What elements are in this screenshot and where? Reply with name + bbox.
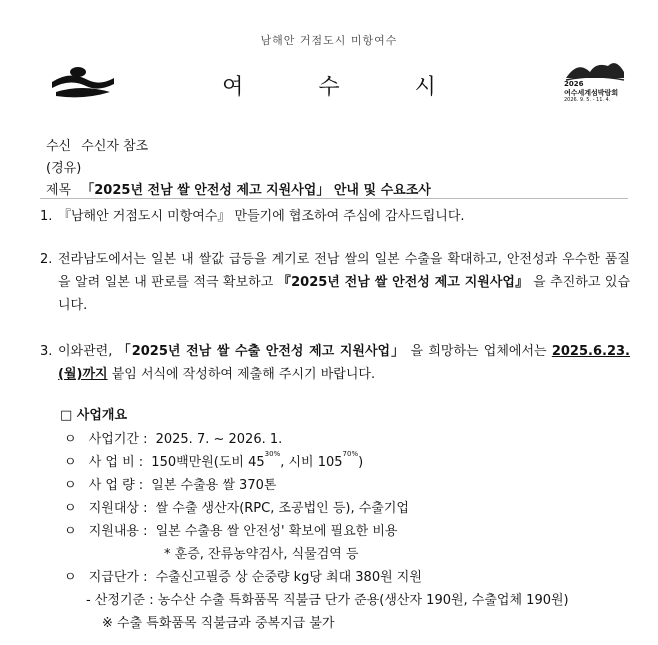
expo-name: 여수세계섬박람회 xyxy=(564,89,619,97)
item-label: 사업기간 : xyxy=(88,432,148,447)
paragraph-3-text xyxy=(58,340,630,386)
overview-item-period xyxy=(64,428,282,447)
bullet: ㅇ xyxy=(64,524,77,539)
city-share: 70% xyxy=(342,450,359,458)
paragraph-3 xyxy=(40,340,630,386)
org-char-2: 수 xyxy=(318,75,340,100)
subject-value: 「2025년 전남 쌀 안전성 제고 지원사업」 안내 및 수요조사 xyxy=(81,183,431,198)
item-value-b: , 시비 105 xyxy=(280,455,343,470)
expo-island-icon xyxy=(560,56,630,82)
item-value: 수출신고필증 상 순중량 kg당 최대 380원 지원 xyxy=(155,570,422,585)
expo-logo xyxy=(560,56,630,106)
header-slogan: 남해안 거점도시 미항여수 xyxy=(260,34,398,47)
paragraph-2-number: 2. xyxy=(40,252,53,267)
overview-item-volume xyxy=(64,474,276,493)
overview-heading: □ 사업개요 xyxy=(60,408,128,423)
paragraph-2-part-b: 을 추진하고 있습니다. xyxy=(58,275,630,313)
org-char-3: 시 xyxy=(414,75,436,100)
item-label: 사 업 량 : xyxy=(88,478,144,493)
item-value-c: ) xyxy=(358,455,364,470)
item-label: 지원대상 : xyxy=(88,501,148,516)
item-label: 지원내용 : xyxy=(88,524,148,539)
paragraph-1-number: 1. xyxy=(40,209,53,224)
bullet: ㅇ xyxy=(64,570,77,585)
paragraph-2-project-name: 『2025년 전남 쌀 안전성 제고 지원사업』 xyxy=(277,275,529,290)
provincial-share: 30% xyxy=(264,450,281,458)
overview-calculation-basis: - 산정기준 : 농수산 수출 특화품목 직불금 단가 준용(생산자 190원, 수출업체 190원) xyxy=(86,593,569,608)
expo-dates: 2026. 9. 5. - 11. 4. xyxy=(564,97,611,103)
org-char-1: 여 xyxy=(222,75,244,100)
overview-item-unit-price xyxy=(64,566,422,585)
paragraph-3-part-b: 을 희망하는 업체에서는 xyxy=(405,344,552,359)
paragraph-3-project-name: 「2025년 전남 쌀 수출 안전성 제고 지원사업」 xyxy=(117,344,406,359)
overview-item-target xyxy=(64,497,409,516)
paragraph-2-part-a: 전라남도에서는 일본 내 쌀값 급등을 계기로 전남 쌀의 일본 수출을 확대하고, 안전성과 우수한 품질을 알려 일본 내 판로를 적극 확보하고 xyxy=(58,252,630,290)
bullet: ㅇ xyxy=(64,432,77,447)
item-value: 2025. 7. ~ 2026. 1. xyxy=(155,432,283,447)
paragraph-3-part-c: 붙임 서식에 작성하여 제출해 주시기 바랍니다. xyxy=(107,367,376,382)
paragraph-2-text xyxy=(58,248,630,317)
bullet: ㅇ xyxy=(64,455,77,470)
subject-label: 제목 xyxy=(46,183,72,198)
bullet: ㅇ xyxy=(64,478,77,493)
subject-row xyxy=(46,179,431,198)
item-value: 쌀 수출 생산자(RPC, 조공법인 등), 수출기업 xyxy=(155,501,409,516)
overview-duplicate-note: ※ 수출 특화품목 직불금과 중복지급 불가 xyxy=(102,616,335,631)
item-value: 일본 수출용 쌀 370톤 xyxy=(151,478,277,493)
via-row: (경유) xyxy=(46,161,82,176)
subject-divider xyxy=(40,198,628,199)
paragraph-2 xyxy=(40,248,630,317)
paragraph-1-text: 『남해안 거점도시 미항여수』 만들기에 협조하여 주심에 감사드립니다. xyxy=(58,209,465,224)
item-value-a: 150백만원(도비 45 xyxy=(151,455,265,470)
overview-item-content xyxy=(64,520,397,539)
recipient-row xyxy=(46,135,148,154)
bullet: ㅇ xyxy=(64,501,77,516)
item-label: 지급단가 : xyxy=(88,570,148,585)
recipient-label: 수신 xyxy=(46,139,72,154)
paragraph-3-part-a: 이와관련, xyxy=(58,344,118,359)
paragraph-3-number: 3. xyxy=(40,344,53,359)
recipient-value: 수신자 참조 xyxy=(81,139,149,154)
overview-item-budget xyxy=(64,451,363,470)
paragraph-3-deadline: 2025.6.23.(월)까지 xyxy=(58,344,630,382)
item-label: 사 업 비 : xyxy=(88,455,144,470)
paragraph-1 xyxy=(40,205,630,228)
item-value: 일본 수출용 쌀 안전성' 확보에 필요한 비용 xyxy=(155,524,398,539)
overview-content-note: * 훈증, 잔류농약검사, 식물검역 등 xyxy=(164,547,359,562)
expo-year: 2026 xyxy=(564,80,584,88)
